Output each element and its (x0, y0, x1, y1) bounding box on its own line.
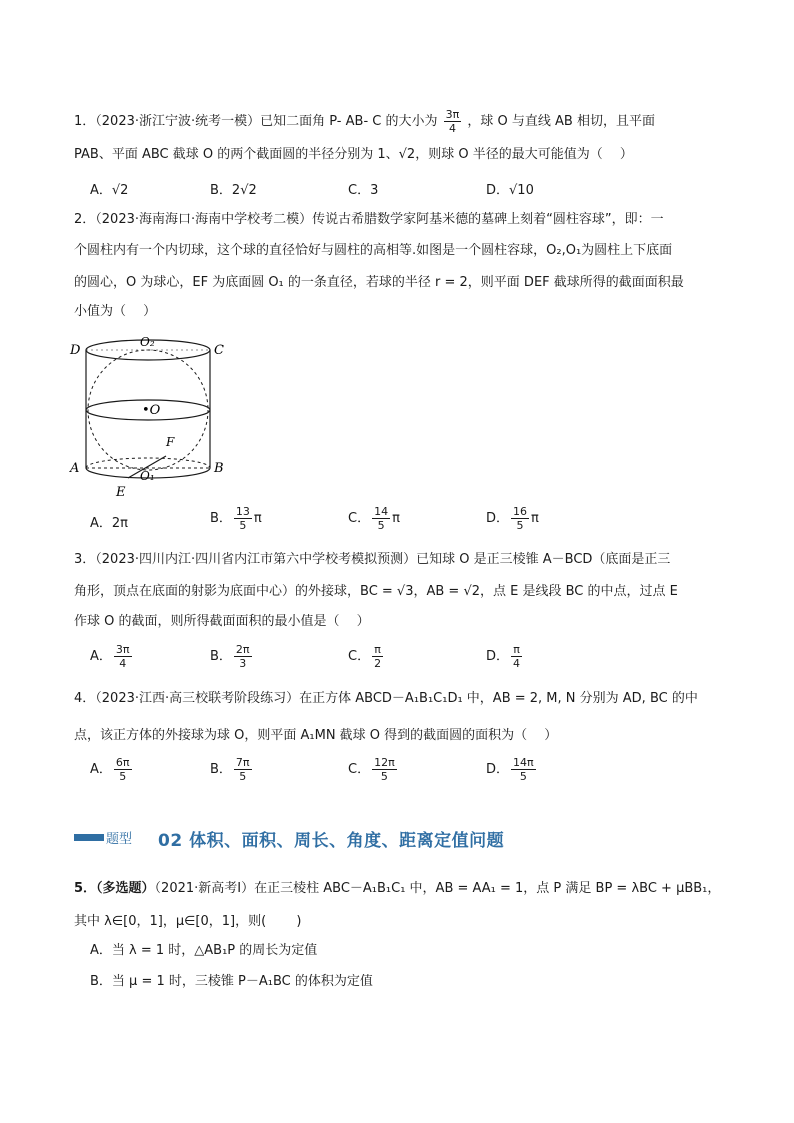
label-o1: O₁ (140, 469, 155, 483)
q1-fraction (444, 108, 462, 135)
label-o: •O (142, 403, 161, 418)
q2-c-num: 14 (374, 505, 389, 518)
q3-option-b-frac (234, 643, 252, 670)
cylinder-sphere-figure (66, 332, 226, 502)
q2-c-suffix: π (392, 511, 400, 526)
q4-option-c (348, 756, 399, 783)
q3-b-num: 2π (235, 643, 250, 656)
q5-option-b: B．当 μ = 1 时，三棱锥 P－A₁BC 的体积为定值 (90, 974, 373, 989)
q3-option-b (210, 643, 254, 670)
q5-head: 5．（多选题） (74, 881, 155, 896)
q4-d-den: 5 (519, 770, 527, 783)
q4-c-num: 12π (374, 756, 395, 769)
section-title: 02 体积、面积、周长、角度、距离定值问题 (158, 831, 505, 851)
q3-option-c-prefix: C． (348, 649, 371, 664)
q2-option-c (348, 505, 400, 532)
q1-option-d: D．√10 (486, 183, 534, 198)
q4-a-num: 6π (115, 756, 130, 769)
q3-option-a (90, 643, 134, 670)
q4-option-a-frac (114, 756, 132, 783)
q4-d-num: 14π (513, 756, 534, 769)
q4-a-den: 5 (119, 770, 127, 783)
q2-d-suffix: π (531, 511, 539, 526)
q4-option-c-prefix: C． (348, 762, 371, 777)
q2-option-b-frac (234, 505, 252, 532)
q2-option-d-frac (511, 505, 529, 532)
q3-option-c-frac (372, 643, 383, 670)
q3-line-2: 角形，顶点在底面的射影为底面中心）的外接球，BC = √3，AB = √2，点 E 是线段 BC 的中点，过点 E (74, 584, 678, 599)
q5-line-1 (74, 880, 720, 898)
q4-line-2: 点，该正方体的外接球为球 O，则平面 A₁MN 截球 O 得到的截面圆的面积为（ ） (74, 728, 558, 743)
q3-a-num: 3π (115, 643, 130, 656)
q1-options (90, 179, 690, 199)
q1-text: 1．（2023·浙江宁波·统考一模）已知二面角 P- AB- C 的大小为 (74, 114, 438, 129)
q3-line-3: 作球 O 的截面，则所得截面面积的最小值是（ ） (74, 614, 370, 629)
q3-option-d-frac (511, 643, 522, 670)
q2-b-suffix: π (253, 511, 262, 526)
q1-frac-den: 4 (448, 122, 456, 135)
q4-b-den: 5 (239, 770, 247, 783)
q2-option-d-prefix: D． (486, 511, 510, 526)
q4-option-a (90, 756, 134, 783)
q2-b-den: 5 (239, 519, 247, 532)
section-accent-bar (74, 834, 104, 841)
q5-line-2: 其中 λ∈[0，1]，μ∈[0，1]，则( ) (74, 914, 302, 929)
label-d: D (70, 343, 81, 358)
q1-frac-num: 3π (445, 108, 460, 121)
q1-option-a: A．√2 (90, 183, 129, 198)
q1-line-2: PAB、平面 ABC 截球 O 的两个截面圆的半径分别为 1、√2，则球 O 半径的最大可能值为（ ） (74, 147, 633, 162)
q2-option-d (486, 505, 539, 532)
q4-b-num: 7π (235, 756, 250, 769)
q2-option-c-prefix: C． (348, 511, 371, 526)
label-a: A (70, 461, 80, 476)
q2-d-den: 5 (516, 519, 524, 532)
q3-option-b-prefix: B． (210, 649, 232, 664)
q3-option-c (348, 643, 385, 670)
q4-c-den: 5 (380, 770, 388, 783)
q5-option-a: A．当 λ = 1 时，△AB₁P 的周长为定值 (90, 943, 318, 958)
q1-option-c: C．3 (348, 183, 379, 198)
label-b: B (214, 461, 224, 476)
q4-options (90, 756, 690, 790)
section-header (74, 826, 594, 851)
q3-options (90, 643, 690, 675)
q4-option-c-frac (372, 756, 397, 783)
q3-option-d (486, 643, 524, 670)
q1-option-b: B．2√2 (210, 183, 257, 198)
q1-line-1 (74, 108, 655, 135)
q4-option-d (486, 756, 538, 783)
q2-line-2: 个圆柱内有一个内切球，这个球的直径恰好与圆柱的高相等.如图是一个圆柱容球，O₂,O₁为圆柱上下底面 (74, 243, 673, 258)
q3-d-num: π (511, 643, 522, 657)
q4-option-d-frac (511, 756, 536, 783)
label-o2: O₂ (140, 335, 155, 349)
q2-option-b-prefix: B． (210, 511, 232, 526)
q4-option-b (210, 756, 254, 783)
label-e: E (116, 485, 126, 500)
q3-option-d-prefix: D． (486, 649, 510, 664)
q2-b-num: 13 (235, 505, 250, 518)
q2-option-c-frac (372, 505, 390, 532)
q3-option-a-frac (114, 643, 132, 670)
q3-a-den: 4 (119, 657, 127, 670)
label-c: C (214, 343, 224, 358)
q2-line-4: 小值为（ ） (74, 304, 157, 319)
q3-b-den: 3 (239, 657, 247, 670)
section-tag: 题型 (106, 832, 133, 847)
q2-option-a-prefix: A． (90, 516, 112, 531)
q3-option-a-prefix: A． (90, 649, 112, 664)
q1-text-tail: ，球 O 与直线 AB 相切，且平面 (467, 114, 655, 129)
q4-option-d-prefix: D． (486, 762, 510, 777)
q4-option-b-prefix: B． (210, 762, 232, 777)
q2-option-a (90, 512, 128, 531)
label-f: F (166, 435, 175, 449)
q3-c-den: 2 (374, 657, 382, 670)
q2-option-b (210, 505, 262, 532)
q2-options (90, 505, 690, 537)
q4-line-1: 4．（2023·江西·高三校联考阶段练习）在正方体 ABCD－A₁B₁C₁D₁ 中，AB = 2, M, N 分别为 AD, BC 的中 (74, 691, 698, 706)
q3-c-num: π (372, 643, 383, 657)
q4-option-a-prefix: A． (90, 762, 112, 777)
q2-d-num: 16 (513, 505, 528, 518)
q2-option-a-value: 2π (111, 516, 129, 531)
q5-text: （2021·新高考Ⅰ）在正三棱柱 ABC－A₁B₁C₁ 中，AB = AA₁ = 1，点 P 满足 BP = λBC + μBB₁， (154, 881, 721, 896)
q4-option-b-frac (234, 756, 252, 783)
q2-c-den: 5 (377, 519, 385, 532)
q3-d-den: 4 (513, 657, 521, 670)
q2-line-1: 2．（2023·海南海口·海南中学校考二模）传说古希腊数学家阿基米德的墓碑上刻着“圆柱容球”，即：一 (74, 212, 664, 227)
q2-line-3: 的圆心，O 为球心，EF 为底面圆 O₁ 的一条直径，若球的半径 r = 2，则平面 DEF 截球所得的截面面积最 (74, 275, 684, 290)
q3-line-1: 3．（2023·四川内江·四川省内江市第六中学校考模拟预测）已知球 O 是正三棱锥 A－BCD（底面是正三 (74, 552, 671, 567)
